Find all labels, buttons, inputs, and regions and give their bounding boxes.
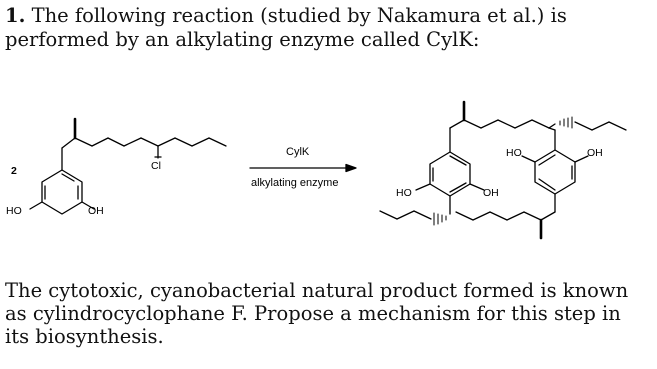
followup-text: The cytotoxic, cyanobacterial natural product formed is known as cylindrocyclophane F. Propose a mechanism for this step in its biosynthesis. — [5, 279, 629, 348]
stoichiometry-label: 2 — [11, 165, 17, 177]
reaction-arrow — [250, 165, 356, 172]
product-left-ring — [430, 152, 470, 196]
product-oh-left-label: OH — [483, 187, 499, 199]
enzyme-label: CylK — [286, 146, 310, 158]
reactant-benzene-ring — [42, 170, 82, 214]
reactant-ho-label: HO — [6, 205, 22, 217]
condition-label: alkylating enzyme — [251, 177, 339, 189]
product-ho-right-label: HO — [506, 147, 522, 159]
product-oh-right-label: OH — [587, 147, 603, 159]
reactant-oh-label: OH — [88, 205, 104, 217]
reactant-cl-label: Cl — [151, 160, 161, 172]
product-ho-left-label: HO — [396, 187, 412, 199]
product-right-ring — [535, 150, 575, 194]
reactant-molecule — [30, 119, 226, 214]
product-molecule — [380, 102, 626, 238]
question-body: The following reaction (studied by Nakamura et al.) is performed by an alkylating enzyme called CylK: — [5, 4, 567, 51]
question-number: 1. — [5, 4, 26, 27]
